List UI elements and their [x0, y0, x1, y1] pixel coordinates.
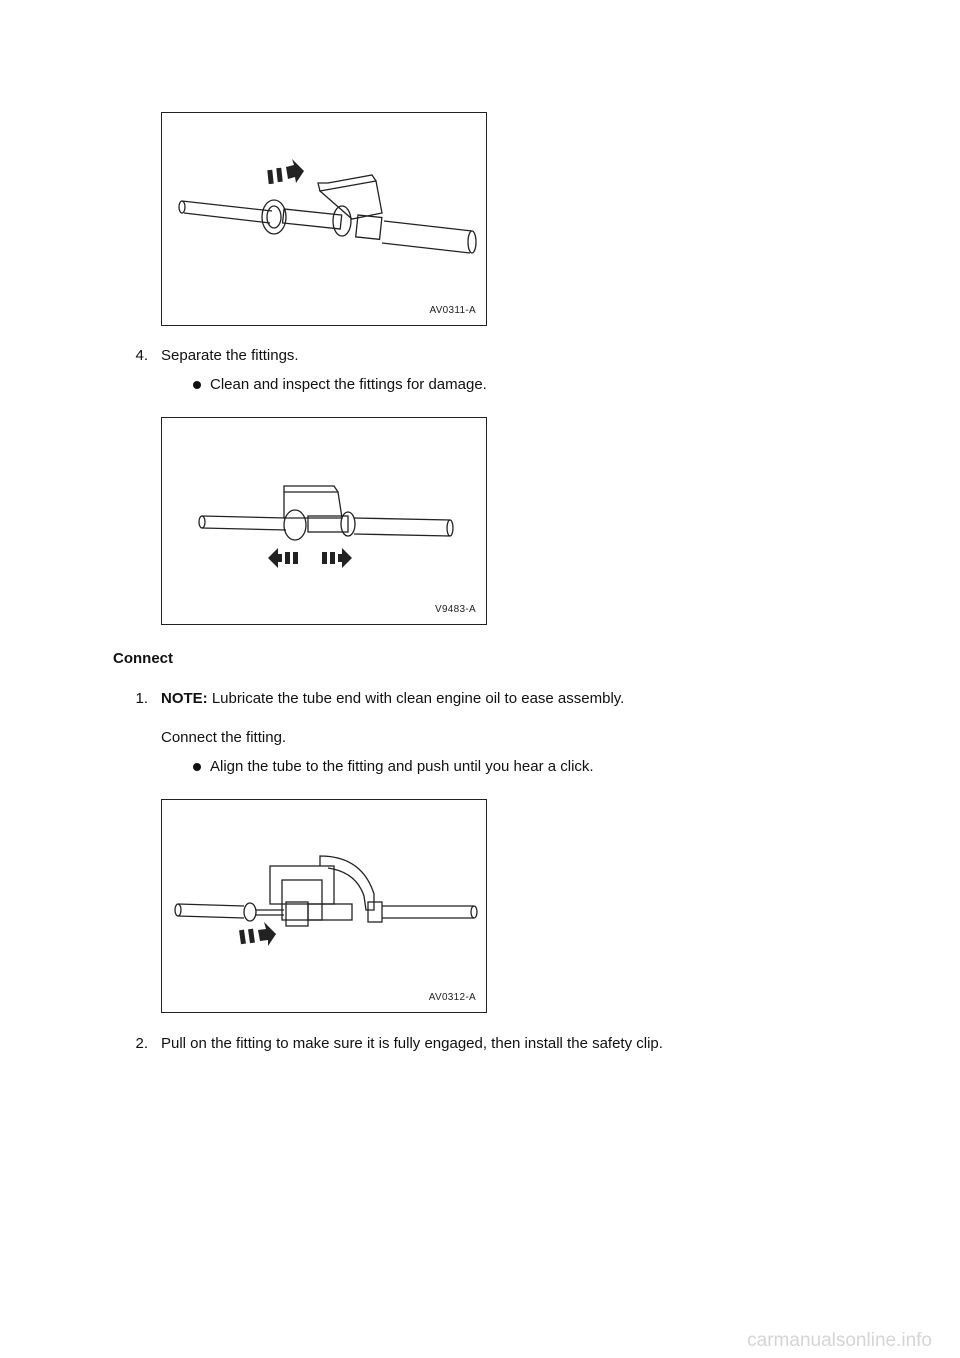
- figure-av0311: [161, 112, 487, 326]
- section-heading: Connect: [113, 650, 173, 667]
- watermark: carmanualsonline.info: [747, 1330, 932, 1351]
- note-label: NOTE:: [161, 690, 208, 707]
- bullet-text: Clean and inspect the fittings for damage.: [210, 376, 487, 393]
- fitting-connect-arrow-icon: [162, 800, 488, 1014]
- figure-code: V9483-A: [434, 604, 476, 615]
- bullet-icon: [193, 763, 201, 771]
- bullet-icon: [193, 381, 201, 389]
- figure-v9483: [161, 417, 487, 625]
- step-text: Pull on the fitting to make sure it is fully engaged, then install the safety clip.: [161, 1035, 663, 1052]
- figure-code: AV0312-A: [428, 992, 476, 1003]
- step-number: 4.: [135, 347, 148, 364]
- note-body: Lubricate the tube end with clean engine oil to ease assembly.: [207, 690, 625, 707]
- step-text: Connect the fitting.: [161, 729, 287, 746]
- figure-code: AV0311-A: [429, 305, 476, 316]
- note-text: [161, 690, 624, 707]
- step-number: 2.: [135, 1035, 148, 1052]
- figure-av0312: [161, 799, 487, 1013]
- bullet-text: Align the tube to the fitting and push until you hear a click.: [210, 758, 594, 775]
- step-number: 1.: [135, 690, 148, 707]
- fitting-push-arrow-icon: [162, 113, 488, 327]
- fitting-separate-arrows-icon: [162, 418, 488, 626]
- step-text: Separate the fittings.: [161, 347, 299, 364]
